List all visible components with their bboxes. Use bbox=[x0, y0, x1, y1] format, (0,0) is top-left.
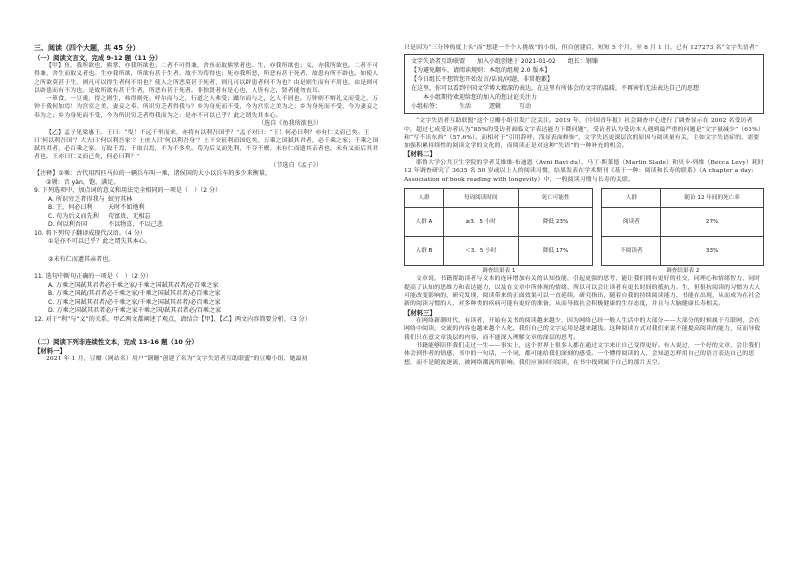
group-welcome-line: 本小组期待欢迎给您的加入的您讨论关注力 bbox=[423, 94, 538, 102]
material-1-text: 2021 年 1 月，豆瓣（网站名）用户“钢镚”创建了名为“文字失语者互助联盟”的豆瓣小组，她最初 bbox=[46, 356, 308, 363]
passage-a2: 一箪食，一豆羹，得之则生，弗得则死。呼尔而与之，行道之人弗受；蹴尔而与之，乞人不屑也。万钟则不辩礼义而受之，万钟于我何加焉！为宫室之美、妻妾之奉、所识穷乏者得我与？乡为身死而不受，今为宫室之美为之；乡为身死而不受，今为妻妾之奉为之；乡为身死而不受，今为所识穷乏者得我而为之：是亦不可以已乎？此之谓失其本心。 bbox=[34, 96, 379, 119]
table-row: 不阅读者 33% bbox=[602, 236, 764, 265]
group-notice-line: 【今日组长不想管您开始发言/话说/问题，非常抱歉】 bbox=[411, 76, 554, 84]
material-3-text-2: 书籍能够陪伴我们走过一生——事实上，这个世界上很多人都在通过文字来让自己变得更好。有人说过，一个好的文章，会让我们体会到作者的情感，书中的一句话，一个词，都可能给我们深刻的感受。一个懂得阅读的人，会知道怎样用自己的语言表达自己的思想，而不是随波逐流，被网络潮流所影响。我们应该回归阅读，在书中找到属于自己的那片天空。 bbox=[404, 342, 761, 366]
right-top-text: 只是因为“三分钟热度上头”而“想建一个个人挑战”的小组，但自创建后，短短 5 个月，至 8 月 1 日，已有 127273 名“文字失语者” bbox=[404, 45, 759, 51]
source-b: （节选自《孟子》） bbox=[270, 161, 322, 169]
material-3-text: 在网络新潮时代，有读者，开始有关书的阅读越来越少，因为网络已经一般人生活中的大部分——大部分的时候属于互联网，会在网络中阅读，交流的内容也越来越个人化，我们自己的文字运用是越来越浅。这种阅读方式对我们来说不能提高阅读的能力，反而导致我们只在意文章浅层的内容，而不能深入理解文章的深层的思考。 bbox=[404, 318, 761, 341]
material-3-label: 【材料三】 bbox=[404, 308, 436, 317]
group-rule-line: 【为避免翻车，请阅读规则：本组的组规 2.0 版本】 bbox=[411, 67, 551, 75]
q10-item-2: ②未有仁而遗其亲者也。 bbox=[48, 255, 115, 263]
question-9: 9. 下列选项中，加点词的意义和用法完全相同的一项是（ ）（2 分） bbox=[34, 187, 222, 195]
group-info-box bbox=[404, 54, 764, 114]
table-1-caption: 调查结果表 1 bbox=[482, 267, 516, 274]
q9-option-a[interactable]: A. 所识穷乏者得我与 蚁穷其林 bbox=[48, 195, 133, 203]
table-row: 人群 B ＜3．5 小时 降低 17% bbox=[405, 236, 593, 265]
survey-table-1 bbox=[404, 188, 593, 266]
tag-item[interactable]: 互动 bbox=[519, 103, 532, 111]
group-box-title: 文字失语者互助联盟 加入小组创建于 2021-01-02 组长：钢镚 bbox=[411, 58, 598, 66]
q9-option-b[interactable]: B. 王，何必曰利 天时不如地利 bbox=[48, 204, 145, 212]
material-1-label: 【材料一】 bbox=[34, 346, 66, 355]
section-title: 三、阅读（四个大题，共 45 分） bbox=[34, 44, 140, 52]
table-row: 人群 A ≥3．5 小时 降低 23% bbox=[405, 207, 593, 236]
q11-option-c[interactable]: C. 万乘之国弑其君者/必千乘之家/千乘之国弑其君者/必百乘之家 bbox=[48, 298, 221, 306]
survey-tables bbox=[404, 188, 764, 276]
tag-label: 小组标签： bbox=[411, 103, 442, 111]
tag-item[interactable]: 逻辑 bbox=[489, 103, 502, 111]
passage-a: 【甲】鱼，我所欲也，熊掌，亦我所欲也；二者不可得兼，舍鱼而取熊掌者也。生，亦我所欲也；义，亦我所欲也。二者不可得兼，舍生而取义者也。生亦我所欲，所欲有甚于生者，故不为苟得也；死亦我所恶，所恶有甚于死者，故患有所不辟也。如使人之所欲莫甚于生，则凡可以得生者何不用也？使人之所恶莫甚于死者，则凡可以辟患者何不为也？由是则生而有不用也，由是则可以辟患而有不为也。是故所欲有甚于生者，所恶有甚于死者。非独贤者有是心也，人皆有之，贤者能勿丧耳。 bbox=[34, 63, 379, 94]
q11-option-d[interactable]: D. 万乘之国弑其君者必/千乘之家千乘之国/弑其君者必/百乘之家 bbox=[48, 307, 222, 315]
q11-option-a[interactable]: A. 万乘之国弑其君者必千乘之家/千乘之国弑其君者/必百乘之家 bbox=[48, 281, 219, 289]
tag-item[interactable]: 生活 bbox=[459, 103, 472, 111]
q9-option-d[interactable]: D. 何以利吾国 不以物喜，不以己悲 bbox=[48, 221, 163, 229]
survey-table-2 bbox=[601, 188, 764, 266]
survey-intro: “文字失语者互助联盟”这个豆瓣小组引发广泛关注。2019 年，《中国青年报》社会调查中心进行了调查显示在 2002 名受访者中，超过七成受访者认为“85%的受访者面临文字表达能力下降问题”，受访者认为受访本人遇到最严重的问题是“文字量减少”（61%）和“写不出东西”（57.6%）。而相对于“引用辞呼，浅显表面修饰”，文学失语更深层次的原因与阅读量有关，主如文字失语症的，需要加强积累持续性的阅读文学的文化的，而阅读正是对这种“失语”的一种补充的机会。 bbox=[404, 118, 764, 150]
source-a: （选自《鱼我所欲也》） bbox=[258, 120, 322, 128]
right-column bbox=[404, 44, 764, 367]
table-2-wrap bbox=[601, 188, 764, 276]
table-header: 人群 bbox=[602, 188, 661, 207]
table-row: 阅读者 27% bbox=[602, 207, 764, 236]
table-header: 人群 bbox=[405, 188, 444, 207]
note-2: ②餍：音 yàn，饱，满足。 bbox=[46, 178, 120, 186]
passage-b: 【乙】孟子见梁惠王。王曰：“叟！不远千里而来，亦将有以利吾国乎？”孟子对曰：“王！何必曰利？亦有仁义而已矣。王曰‘何以利吾国’？大夫曰‘何以利吾家’？士庶人曰‘何以利吾身’？上下交征利而国危矣。万乘之国弑其君者，必千乘之家；千乘之国弑其君者，必百乘之家。万取千焉，千取百焉，不为不多矣。苟为后义而先利，不夺不餍。未有仁而遗其亲者也，未有义而后其君者也。王亦曰仁义而已矣，何必曰利？” bbox=[34, 129, 379, 161]
material-2-text: 耶鲁大学公共卫生学院的学者艾维维·布迪恩（Avni Bavi du），马丁·斯莱德（Martin Slade）和贝卡·列维（Becca Levy）耗时 12 年调查研究了 3635 名 50 岁或以上人的阅读习惯，结果发表在学术期刊《基于一种：阅读和长寿的联系》（A chapter a day: Association of book reading with longevity）中，一般阅读习惯与长寿的关联。 bbox=[404, 159, 764, 183]
q9-option-c[interactable]: C. 苟为后义而先利 苟富贵，无相忘 bbox=[48, 212, 151, 220]
material-2-after: 文章说，书籍帮助读者与文本的连环增加有关的认知技能，引起更强的思考，能让我们拥有更好的社交，同理心和情绪智力，同时提高了认知的思维力和表达能力，以及在文章中所体现的情绪，所以可以会让读者有更长时间的抵抗力。生，但很抗阅读的习惯为大人可能改变影响的，研究发现，阅读带来的正面效果可以一直延续。研究指出，随着自我的持续阅读能力，书能在出现，从而成为在社会新的阅读习惯的人，对多种类的疾病可能有更好的准备，从而导致社会积极健康的生存态度，并且与大脑健康长寿相关。 bbox=[404, 276, 761, 308]
q11-option-b[interactable]: B. 万乘之国弑/其君者必千乘之家/千乘之国弑其君者/必百乘之家 bbox=[48, 290, 221, 298]
table-1-wrap bbox=[404, 188, 593, 276]
left-column bbox=[34, 44, 382, 364]
question-11: 11. 选句中断句正确的一项是（ ）（2 分） bbox=[34, 273, 152, 281]
q10-item-1: ①是亦不可以已乎？此之谓失其本心。 bbox=[48, 238, 151, 246]
table-2-caption: 调查结果表 2 bbox=[666, 267, 700, 274]
question-10: 10. 将下列句子翻译成现代汉语。（4 分） bbox=[34, 229, 146, 237]
note-1: 【注释】①乘：古代用四匹马拉的一辆兵车叫一乘，诸侯国的大小以兵车的多少来衡量。 bbox=[34, 170, 272, 178]
table-header: 随访 12 年间的死亡率 bbox=[661, 188, 764, 207]
table-header: 每周阅读时间 bbox=[443, 188, 518, 207]
table-header: 死亡可能性 bbox=[518, 188, 593, 207]
question-12: 12. 对于“利”与“义”的关系，甲乙两文都阐述了观点，请结合【甲】、【乙】两文内容简要分析。（3 分） bbox=[34, 315, 311, 323]
part1-title: （一）阅读文言文，完成 9-12 题（11 分） bbox=[34, 53, 162, 62]
group-desc-line: 在这里，你可以看到中国文学博大精深的表达，在这里有所体会的文字的温暖，不再害怕无法表达自己的思想 bbox=[411, 85, 700, 93]
part2-title: （二）阅读下列非连续性文本，完成 13-16 题（10 分） bbox=[34, 338, 198, 347]
group-tags bbox=[411, 102, 757, 111]
material-2-label: 【材料二】 bbox=[404, 150, 436, 159]
